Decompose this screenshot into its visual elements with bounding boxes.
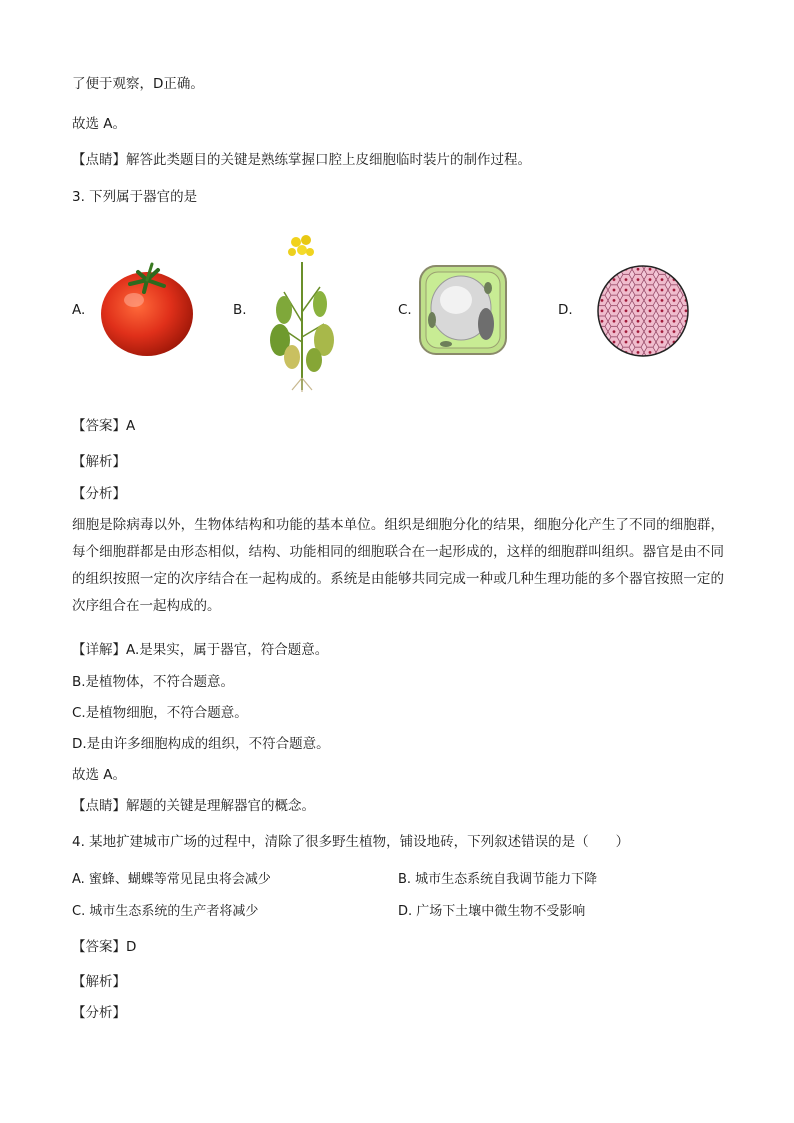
option-d-label: D. [558, 302, 573, 318]
detail-line-a [72, 640, 328, 660]
q4-choice-c: C. 城市生态系统的生产者将减少 [72, 904, 259, 919]
detail-tag: 【详解】 [72, 642, 126, 658]
q4-fenxi-tag: 【分析】 [72, 1005, 126, 1021]
question-4-stem: 4. 某地扩建城市广场的过程中，清除了很多野生植物，铺设地砖，下列叙述错误的是（ ） [72, 834, 630, 850]
detail-b: B.是植物体，不符合题意。 [72, 674, 235, 690]
note-tag-2: 【点睛】 [72, 798, 126, 814]
q4-choice-b: B. 城市生态系统自我调节能力下降 [398, 872, 598, 887]
plant-cell-image [418, 264, 508, 356]
q4-answer-line [72, 937, 136, 957]
tissue-image [596, 264, 690, 358]
note-line [72, 150, 531, 170]
analysis-paragraph: 细胞是除病毒以外，生物体结构和功能的基本单位。组织是细胞分化的结果，细胞分化产生了不同的细胞群，每个细胞群都是由形态相似，结构、功能相同的细胞联合在一起形成的，这样的细胞群叫组织。器官是由不同的组织按照一定的次序结合在一起构成的。系统是由能够共同完成一种或几种生理功能的多个器官按照一定的次序组合在一起构成的。 [72, 517, 724, 614]
analysis-tag: 【解析】 [72, 454, 126, 470]
note-text: 解答此类题目的关键是熟练掌握口腔上皮细胞临时装片的制作过程。 [126, 152, 531, 168]
answer-tag: 【答案】 [72, 418, 126, 434]
option-a-label: A. [72, 302, 86, 318]
detail-a: A.是果实，属于器官，符合题意。 [126, 642, 329, 658]
q4-choice-d: D. 广场下土壤中微生物不受影响 [398, 904, 586, 919]
answer-value: A [126, 418, 136, 434]
detail-d: D.是由许多细胞构成的组织，不符合题意。 [72, 736, 330, 752]
option-c-label: C. [398, 302, 412, 318]
text-line: 故选 A。 [72, 116, 127, 132]
note-tag: 【点睛】 [72, 152, 126, 168]
question-3-stem: 3. 下列属于器官的是 [72, 189, 198, 205]
fenxi-tag: 【分析】 [72, 486, 126, 502]
detail-c: C.是植物细胞，不符合题意。 [72, 705, 248, 721]
q4-answer-tag: 【答案】 [72, 939, 126, 955]
note-text-2: 解题的关键是理解器官的概念。 [126, 798, 315, 814]
tomato-image [100, 258, 200, 358]
rape-plant-image [262, 232, 342, 392]
note-line-2 [72, 796, 315, 816]
select-line: 故选 A。 [72, 767, 127, 783]
q4-analysis-tag: 【解析】 [72, 974, 126, 990]
text-line: 了便于观察，D正确。 [72, 76, 204, 92]
option-b-label: B. [233, 302, 247, 318]
answer-line [72, 416, 135, 436]
q4-answer-value: D [126, 939, 137, 955]
q4-choice-a: A. 蜜蜂、蝴蝶等常见昆虫将会减少 [72, 872, 271, 887]
